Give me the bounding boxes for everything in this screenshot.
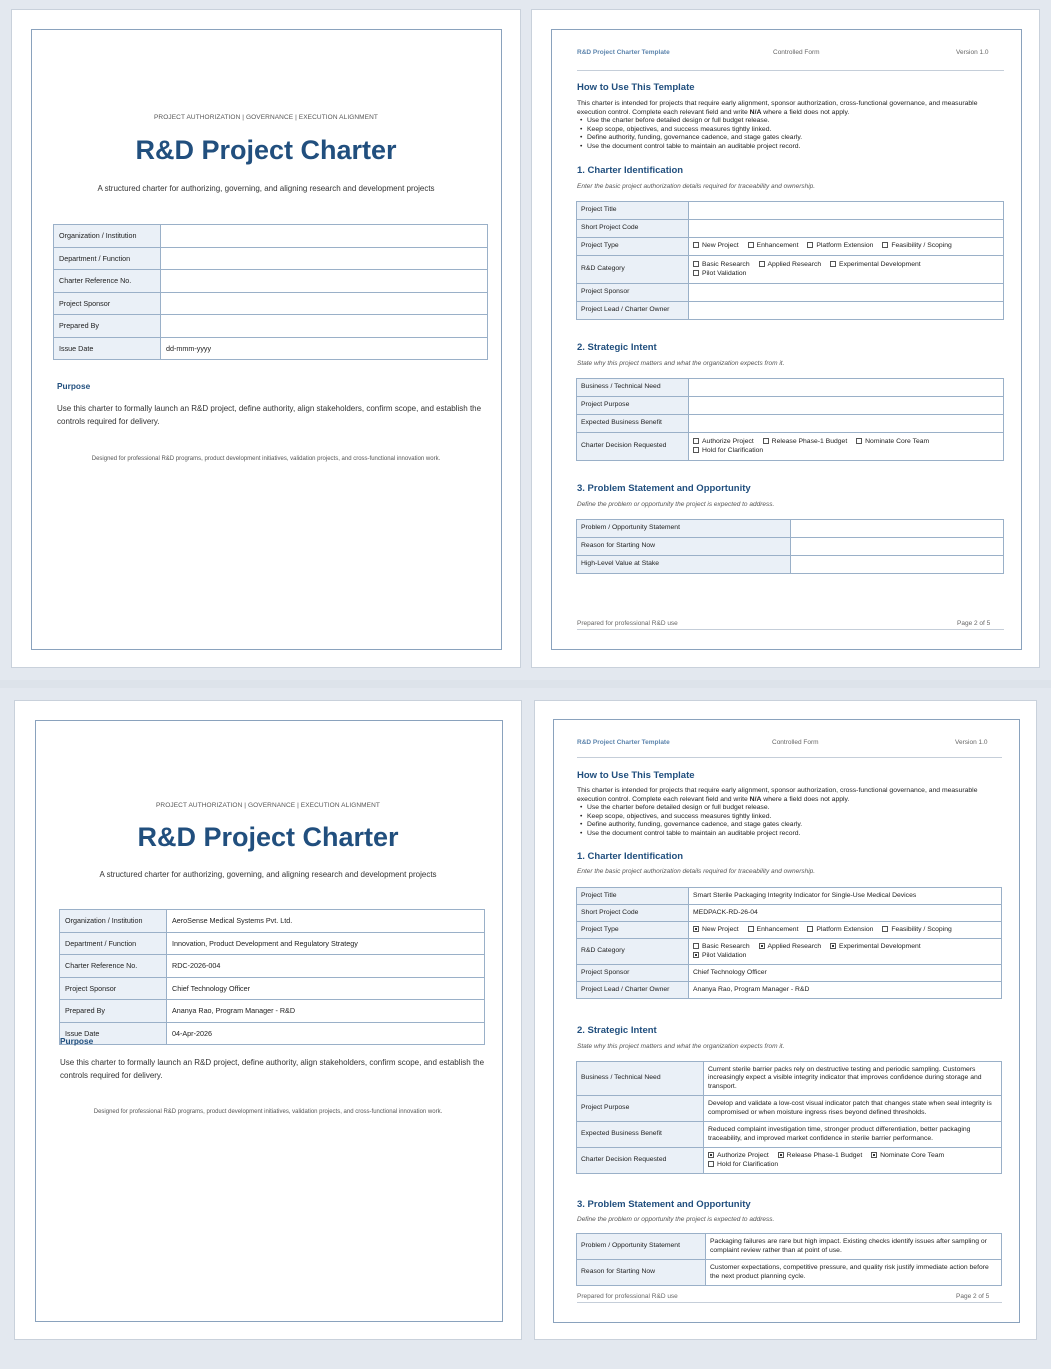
section-1-heading: 1. Charter Identification: [577, 165, 684, 176]
option-enhancement[interactable]: [748, 242, 799, 251]
option-label: Enhancement: [756, 925, 799, 933]
row-label: Business / Technical Need: [577, 379, 689, 397]
business-need-field[interactable]: Current sterile barrier packs rely on destructive testing and periodic sampling. Customers increasingly expect a visible integrity indicator that improves confidence during storage and transport.: [704, 1062, 1002, 1096]
usage-bullets: [577, 117, 997, 151]
option-label: Authorize Project: [702, 438, 754, 445]
row-label: Project Title: [577, 888, 689, 905]
table-row: [577, 982, 1002, 999]
option-label: Enhancement: [756, 242, 799, 250]
table-row: [577, 1260, 1002, 1286]
checkbox-icon[interactable]: [693, 270, 699, 276]
project-purpose-field[interactable]: Develop and validate a low-cost visual indicator patch that changes state when seal integrity is compromised or when moisture ingress rises beyond defined thresholds.: [704, 1096, 1002, 1122]
checkbox-checked-icon[interactable]: [759, 943, 765, 949]
purpose-heading: Purpose: [60, 1036, 94, 1046]
checkbox-icon[interactable]: [693, 438, 699, 444]
row-label: Short Project Code: [577, 220, 689, 238]
section-3-note: Define the problem or opportunity the project is expected to address.: [577, 1216, 775, 1223]
checkbox-checked-icon[interactable]: [693, 926, 699, 932]
cover-kicker: PROJECT AUTHORIZATION | GOVERNANCE | EXECUTION ALIGNMENT: [156, 802, 380, 809]
option-authorize-project[interactable]: [708, 1152, 769, 1161]
table-row: [577, 202, 1004, 220]
project-sponsor-field[interactable]: Chief Technology Officer: [167, 977, 485, 1000]
option-label: Release Phase-1 Budget: [786, 1152, 863, 1159]
option-label: Release Phase-1 Budget: [771, 438, 848, 445]
page-number: Page 2 of 5: [956, 1293, 990, 1300]
table-row: [577, 284, 1004, 302]
project-sponsor-field[interactable]: Chief Technology Officer: [689, 965, 1002, 982]
option-basic-research[interactable]: [693, 261, 750, 270]
cover-footer: Designed for professional R&D programs, product development initiatives, validation projects, and cross-functional innovation work.: [91, 456, 441, 462]
prepared-by-field[interactable]: Ananya Rao, Program Manager - R&D: [167, 1000, 485, 1023]
header-version: Version 1.0: [956, 49, 989, 56]
row-label: Department / Function: [60, 932, 167, 955]
row-label: Project Title: [577, 202, 689, 220]
charter-identification-table: [576, 201, 1004, 320]
table-row: [577, 238, 1004, 256]
reason-field[interactable]: [791, 538, 1004, 556]
page-number: Page 2 of 5: [957, 620, 991, 627]
intro-na: N/A: [749, 795, 762, 803]
list-item: • Keep scope, objectives, and success measures tightly linked.: [587, 813, 995, 822]
header-form-type: Controlled Form: [772, 739, 819, 746]
checkbox-checked-icon[interactable]: [871, 1152, 877, 1158]
list-item: • Use the document control table to maintain an auditable project record.: [587, 143, 997, 152]
row-label: Prepared By: [60, 1000, 167, 1023]
issue-date-field[interactable]: 04-Apr-2026: [167, 1022, 485, 1045]
row-label: Organization / Institution: [60, 910, 167, 933]
table-row: [577, 888, 1002, 905]
blank-cover-page: [11, 9, 521, 668]
table-row: [577, 1122, 1002, 1148]
checkbox-icon[interactable]: [708, 1161, 714, 1167]
problem-statement-table: [576, 1233, 1002, 1286]
issue-date-field[interactable]: dd-mmm-yyyy: [161, 337, 488, 360]
header-title: R&D Project Charter Template: [577, 49, 670, 56]
table-row: [577, 415, 1004, 433]
how-to-use-heading: How to Use This Template: [577, 82, 695, 93]
option-platform-extension[interactable]: [807, 926, 873, 935]
checkbox-icon[interactable]: [693, 261, 699, 267]
option-label: Applied Research: [767, 261, 822, 268]
table-row: [577, 379, 1004, 397]
checkbox-icon[interactable]: [830, 261, 836, 267]
problem-statement-table: [576, 519, 1004, 574]
option-experimental-development[interactable]: [830, 261, 921, 270]
row-label: Business / Technical Need: [577, 1062, 704, 1096]
option-enhancement[interactable]: [748, 926, 799, 935]
checkbox-checked-icon[interactable]: [778, 1152, 784, 1158]
project-type-options: [689, 238, 1004, 256]
list-item: • Define authority, funding, governance cadence, and stage gates clearly.: [587, 134, 997, 143]
row-label: Organization / Institution: [54, 225, 161, 248]
how-to-use-text: [577, 787, 995, 839]
option-label: Authorize Project: [717, 1152, 769, 1159]
option-label: Experimental Development: [839, 261, 921, 268]
table-row: [577, 520, 1004, 538]
row-label: Project Purpose: [577, 1096, 704, 1122]
option-release-budget[interactable]: [763, 438, 848, 447]
checkbox-icon[interactable]: [693, 242, 699, 248]
intro-na: N/A: [749, 108, 762, 116]
project-title-field[interactable]: Smart Sterile Packaging Integrity Indicator for Single-Use Medical Devices: [689, 888, 1002, 905]
table-row: [60, 977, 485, 1000]
project-lead-field[interactable]: [689, 302, 1004, 320]
strategic-intent-table: [576, 378, 1004, 461]
table-row: [577, 922, 1002, 939]
table-row: [577, 1096, 1002, 1122]
option-nominate-team[interactable]: [856, 438, 929, 447]
purpose-text: Use this charter to formally launch an R&D project, define authority, align stakeholders, confirm scope, and establish the controls required for delivery.: [57, 404, 482, 426]
row-label: Project Sponsor: [60, 977, 167, 1000]
business-benefit-field[interactable]: [689, 415, 1004, 433]
row-label: Department / Function: [54, 247, 161, 270]
problem-statement-field[interactable]: [791, 520, 1004, 538]
list-item: • Keep scope, objectives, and success measures tightly linked.: [587, 126, 997, 135]
checkbox-icon[interactable]: [882, 242, 888, 248]
section-1-heading: 1. Charter Identification: [577, 851, 684, 862]
footer-left: Prepared for professional R&D use: [577, 1293, 678, 1300]
option-applied-research[interactable]: [759, 943, 822, 952]
option-label: Hold for Clarification: [702, 446, 764, 454]
project-sponsor-field[interactable]: [161, 292, 488, 315]
checkbox-icon[interactable]: [882, 926, 888, 932]
row-label: Project Type: [577, 238, 689, 256]
checkbox-icon[interactable]: [748, 926, 754, 932]
row-label: Issue Date: [60, 1022, 167, 1045]
intro-text: This charter is intended for projects that require early alignment, sponsor authorization, cross-functional governance, and measurable execution control. Complete each relevant field and write: [577, 787, 978, 803]
cover-info-table: [53, 224, 488, 360]
decision-options: [689, 433, 1004, 461]
option-applied-research[interactable]: [759, 261, 822, 270]
section-1-note: Enter the basic project authorization details required for traceability and ownership.: [577, 183, 816, 190]
row-label: Charter Reference No.: [60, 955, 167, 978]
row-label: Project Sponsor: [54, 292, 161, 315]
table-row: [577, 256, 1004, 284]
option-release-budget[interactable]: [778, 1152, 863, 1161]
how-to-use-heading: How to Use This Template: [577, 770, 695, 781]
footer-divider: [577, 1302, 1002, 1303]
row-label: Charter Decision Requested: [577, 433, 689, 461]
table-row: [577, 939, 1002, 965]
checkbox-icon[interactable]: [807, 242, 813, 248]
option-label: Basic Research: [702, 943, 750, 950]
checkbox-checked-icon[interactable]: [693, 952, 699, 958]
option-label: Platform Extension: [816, 925, 874, 933]
organization-field[interactable]: [161, 225, 488, 248]
option-hold[interactable]: [693, 447, 763, 456]
header-divider: [577, 70, 1004, 71]
problem-statement-field[interactable]: Packaging failures are rare but high impact. Existing checks identify issues after sampling or complaint review rather than at point of use.: [706, 1234, 1002, 1260]
header-title: R&D Project Charter Template: [577, 739, 670, 746]
option-label: Pilot Validation: [702, 951, 747, 959]
table-row: [577, 905, 1002, 922]
list-item: • Use the charter before detailed design or full budget release.: [587, 117, 997, 126]
option-pilot-validation[interactable]: [693, 270, 746, 279]
table-row: [577, 433, 1004, 461]
option-label: New Project: [702, 242, 739, 250]
section-2-note: State why this project matters and what the organization expects from it.: [577, 360, 785, 367]
section-3-heading: 3. Problem Statement and Opportunity: [577, 1199, 751, 1210]
option-basic-research[interactable]: [693, 943, 750, 952]
option-new-project[interactable]: [693, 926, 739, 935]
option-platform-extension[interactable]: [807, 242, 873, 251]
project-title-field[interactable]: [689, 202, 1004, 220]
option-pilot-validation[interactable]: [693, 952, 746, 961]
purpose-text: Use this charter to formally launch an R&D project, define authority, align stakeholders, confirm scope, and establish the controls required for delivery.: [60, 1058, 485, 1080]
department-field[interactable]: Innovation, Product Development and Regulatory Strategy: [167, 932, 485, 955]
footer-divider: [577, 629, 1004, 630]
option-label: Nominate Core Team: [880, 1152, 945, 1159]
checkbox-icon[interactable]: [759, 261, 765, 267]
checkbox-icon[interactable]: [763, 438, 769, 444]
cover-kicker: PROJECT AUTHORIZATION | GOVERNANCE | EXECUTION ALIGNMENT: [154, 114, 378, 121]
table-row: [54, 247, 488, 270]
row-label: Project Purpose: [577, 397, 689, 415]
filled-cover-page: [14, 700, 522, 1340]
header-form-type: Controlled Form: [773, 49, 820, 56]
row-label: Prepared By: [54, 315, 161, 338]
option-nominate-team[interactable]: [871, 1152, 944, 1161]
project-sponsor-field[interactable]: [689, 284, 1004, 302]
option-label: Basic Research: [702, 261, 750, 268]
list-item: • Define authority, funding, governance cadence, and stage gates clearly.: [587, 821, 995, 830]
checkbox-checked-icon[interactable]: [708, 1152, 714, 1158]
cover-subtitle: A structured charter for authorizing, governing, and aligning research and development projects: [97, 184, 435, 193]
option-new-project[interactable]: [693, 242, 739, 251]
option-label: Feasibility / Scoping: [891, 242, 952, 250]
table-row: [54, 337, 488, 360]
section-3-note: Define the problem or opportunity the project is expected to address.: [577, 501, 775, 508]
option-experimental-development[interactable]: [830, 943, 921, 952]
row-label: Short Project Code: [577, 905, 689, 922]
charter-reference-field[interactable]: [161, 270, 488, 293]
project-lead-field[interactable]: Ananya Rao, Program Manager - R&D: [689, 982, 1002, 999]
table-row: [577, 220, 1004, 238]
business-benefit-field[interactable]: Reduced complaint investigation time, stronger product differentiation, better packaging traceability, and improved market confidence in sterile barrier performance.: [704, 1122, 1002, 1148]
table-row: [577, 538, 1004, 556]
table-row: [577, 1148, 1002, 1174]
rd-category-options: [689, 939, 1002, 965]
filled-template-page: [534, 700, 1037, 1340]
row-label: Charter Reference No.: [54, 270, 161, 293]
prepared-by-field[interactable]: [161, 315, 488, 338]
row-label: Problem / Opportunity Statement: [577, 520, 791, 538]
list-item: • Use the document control table to maintain an auditable project record.: [587, 830, 995, 839]
option-label: Feasibility / Scoping: [891, 925, 952, 933]
list-item: • Use the charter before detailed design or full budget release.: [587, 804, 995, 813]
footer-left: Prepared for professional R&D use: [577, 620, 678, 627]
table-row: [54, 270, 488, 293]
table-row: [577, 397, 1004, 415]
intro-text: This charter is intended for projects that require early alignment, sponsor authorization, cross-functional governance, and measurable execution control. Complete each relevant field and write: [577, 100, 978, 116]
project-type-options: [689, 922, 1002, 939]
how-to-use-text: [577, 100, 997, 152]
business-need-field[interactable]: [689, 379, 1004, 397]
section-2-heading: 2. Strategic Intent: [577, 1025, 657, 1036]
row-label: Project Type: [577, 922, 689, 939]
cover-info-table: [59, 909, 485, 1045]
checkbox-icon[interactable]: [693, 447, 699, 453]
table-row: [577, 302, 1004, 320]
row-label: Expected Business Benefit: [577, 1122, 704, 1148]
intro-text-end: where a field does not apply.: [761, 795, 850, 803]
project-purpose-field[interactable]: [689, 397, 1004, 415]
cover-title: R&D Project Charter: [135, 135, 397, 165]
option-feasibility[interactable]: [882, 242, 951, 251]
table-row: [60, 955, 485, 978]
reason-field[interactable]: Customer expectations, competitive pressure, and quality risk justify immediate action before the next product planning cycle.: [706, 1260, 1002, 1286]
cover-title: R&D Project Charter: [137, 822, 399, 852]
table-row: [60, 1000, 485, 1023]
row-label: Reason for Starting Now: [577, 1260, 706, 1286]
checkbox-icon[interactable]: [693, 943, 699, 949]
section-1-note: Enter the basic project authorization details required for traceability and ownership.: [577, 868, 816, 875]
project-code-field[interactable]: MEDPACK-RD-26-04: [689, 905, 1002, 922]
checkbox-icon[interactable]: [807, 926, 813, 932]
table-row: [577, 965, 1002, 982]
row-label: Project Sponsor: [577, 284, 689, 302]
cover-subtitle: A structured charter for authorizing, governing, and aligning research and development projects: [99, 870, 437, 879]
option-label: Hold for Clarification: [717, 1160, 779, 1168]
value-at-stake-field[interactable]: [791, 556, 1004, 574]
option-label: Applied Research: [767, 943, 822, 950]
charter-reference-field[interactable]: RDC-2026-004: [167, 955, 485, 978]
purpose-heading: Purpose: [57, 381, 91, 391]
checkbox-checked-icon[interactable]: [830, 943, 836, 949]
checkbox-icon[interactable]: [856, 438, 862, 444]
row-label: Charter Decision Requested: [577, 1148, 704, 1174]
table-row: [577, 1234, 1002, 1260]
header-divider: [577, 757, 1002, 758]
option-label: Nominate Core Team: [865, 438, 930, 445]
section-2-heading: 2. Strategic Intent: [577, 342, 657, 353]
usage-bullets: [577, 804, 995, 838]
charter-identification-table: [576, 887, 1002, 999]
section-3-heading: 3. Problem Statement and Opportunity: [577, 483, 751, 494]
row-label: Reason for Starting Now: [577, 538, 791, 556]
department-field[interactable]: [161, 247, 488, 270]
table-row: [60, 932, 485, 955]
table-row: [577, 556, 1004, 574]
table-row: [60, 910, 485, 933]
row-label: Project Sponsor: [577, 965, 689, 982]
option-label: Platform Extension: [816, 242, 874, 250]
option-label: Experimental Development: [839, 943, 921, 950]
option-hold[interactable]: [708, 1161, 778, 1170]
row-label: High-Level Value at Stake: [577, 556, 791, 574]
option-feasibility[interactable]: [882, 926, 951, 935]
blank-template-page: [531, 9, 1040, 668]
option-label: New Project: [702, 925, 739, 933]
option-label: Pilot Validation: [702, 269, 747, 277]
header-version: Version 1.0: [955, 739, 988, 746]
project-code-field[interactable]: [689, 220, 1004, 238]
row-label: Project Lead / Charter Owner: [577, 302, 689, 320]
row-label: Issue Date: [54, 337, 161, 360]
table-row: [54, 225, 488, 248]
option-authorize-project[interactable]: [693, 438, 754, 447]
cover-footer: Designed for professional R&D programs, product development initiatives, validation projects, and cross-functional innovation work.: [93, 1109, 443, 1115]
table-row: [577, 1062, 1002, 1096]
table-row: [54, 292, 488, 315]
row-label: R&D Category: [577, 256, 689, 284]
row-label: R&D Category: [577, 939, 689, 965]
rd-category-options: [689, 256, 1004, 284]
table-row: [60, 1022, 485, 1045]
row-label: Project Lead / Charter Owner: [577, 982, 689, 999]
row-label: Expected Business Benefit: [577, 415, 689, 433]
row-label: Problem / Opportunity Statement: [577, 1234, 706, 1260]
decision-options: [704, 1148, 1002, 1174]
organization-field[interactable]: AeroSense Medical Systems Pvt. Ltd.: [167, 910, 485, 933]
checkbox-icon[interactable]: [748, 242, 754, 248]
table-row: [54, 315, 488, 338]
strategic-intent-table: [576, 1061, 1002, 1174]
intro-text-end: where a field does not apply.: [761, 108, 850, 116]
section-2-note: State why this project matters and what the organization expects from it.: [577, 1043, 785, 1050]
